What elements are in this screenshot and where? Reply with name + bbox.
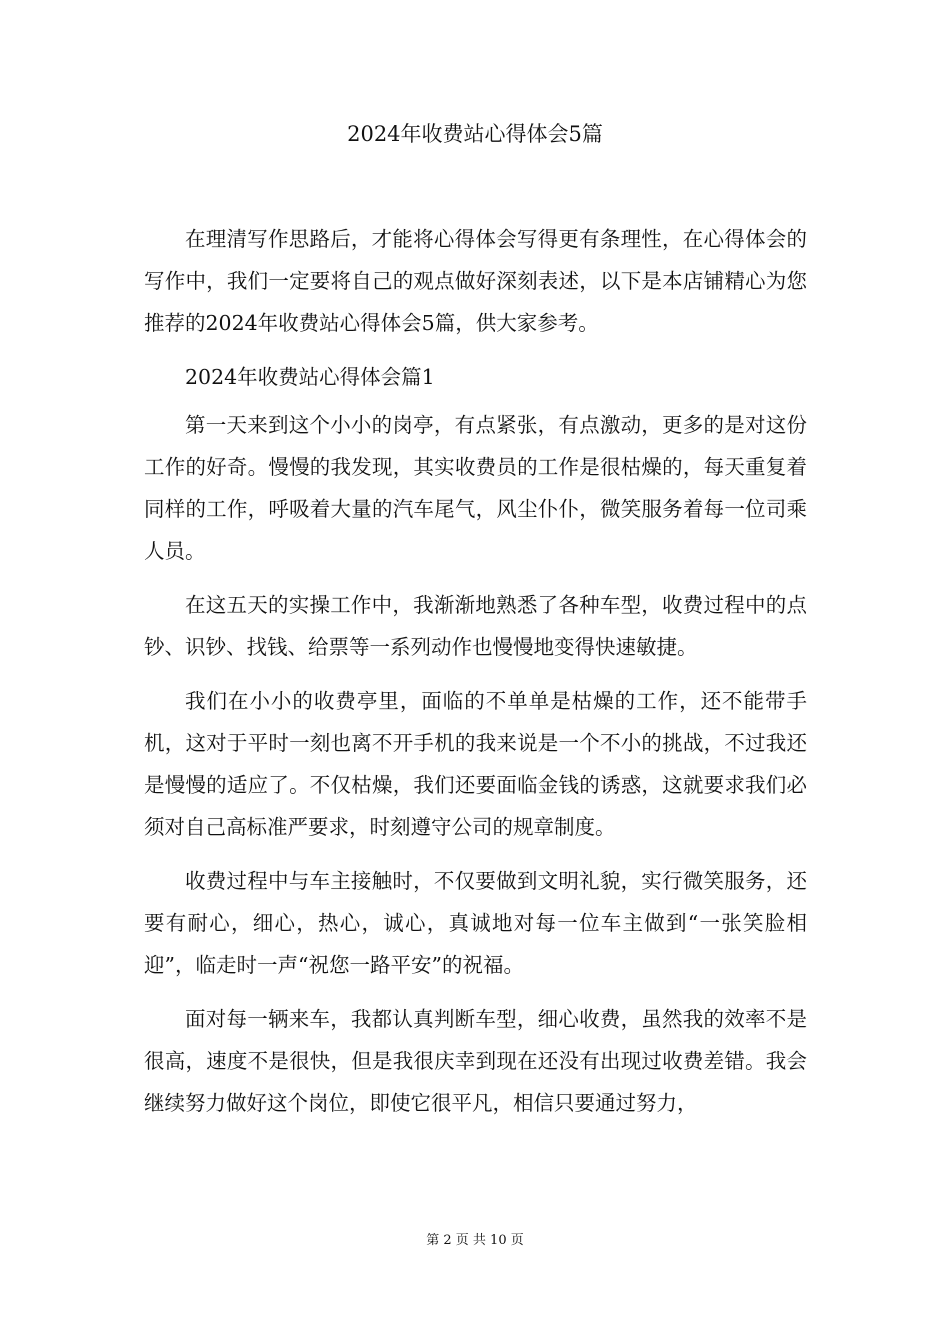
body-paragraph: 在这五天的实操工作中，我渐渐地熟悉了各种车型，收费过程中的点钞、识钞、找钱、给票等一系列动作也慢慢地变得快速敏捷。 xyxy=(144,593,807,659)
page-number-footer: 第 2 页 共 10 页 xyxy=(426,1233,524,1248)
intro-paragraph: 在理清写作思路后，才能将心得体会写得更有条理性，在心得体会的写作中，我们一定要将自己的观点做好深刻表述，以下是本店铺精心为您推荐的2024年收费站心得体会5篇，供大家参考。 xyxy=(144,227,807,335)
body-paragraph: 我们在小小的收费亭里，面临的不单单是枯燥的工作，还不能带手机，这对于平时一刻也离不开手机的我来说是一个不小的挑战，不过我还是慢慢的适应了。不仅枯燥，我们还要面临金钱的诱惑，这就要求我们必须对自己高标准严要求，时刻遵守公司的规章制度。 xyxy=(144,689,807,839)
body-paragraph: 第一天来到这个小小的岗亭，有点紧张，有点激动，更多的是对这份工作的好奇。慢慢的我发现，其实收费员的工作是很枯燥的，每天重复着同样的工作，呼吸着大量的汽车尾气，风尘仆仆，微笑服务着每一位司乘人员。 xyxy=(144,413,807,563)
section-heading: 2024年收费站心得体会篇1 xyxy=(185,365,435,389)
document-body xyxy=(144,218,807,1136)
body-paragraph: 面对每一辆来车，我都认真判断车型，细心收费，虽然我的效率不是很高，速度不是很快，但是我很庆幸到现在还没有出现过收费差错。我会继续努力做好这个岗位，即使它很平凡，相信只要通过努力， xyxy=(144,1007,807,1115)
body-paragraph: 收费过程中与车主接触时，不仅要做到文明礼貌，实行微笑服务，还要有耐心，细心，热心，诚心，真诚地对每一位车主做到“一张笑脸相迎”，临走时一声“祝您一路平安”的祝福。 xyxy=(144,869,807,977)
document-title: 2024年收费站心得体会5篇 xyxy=(347,122,603,146)
